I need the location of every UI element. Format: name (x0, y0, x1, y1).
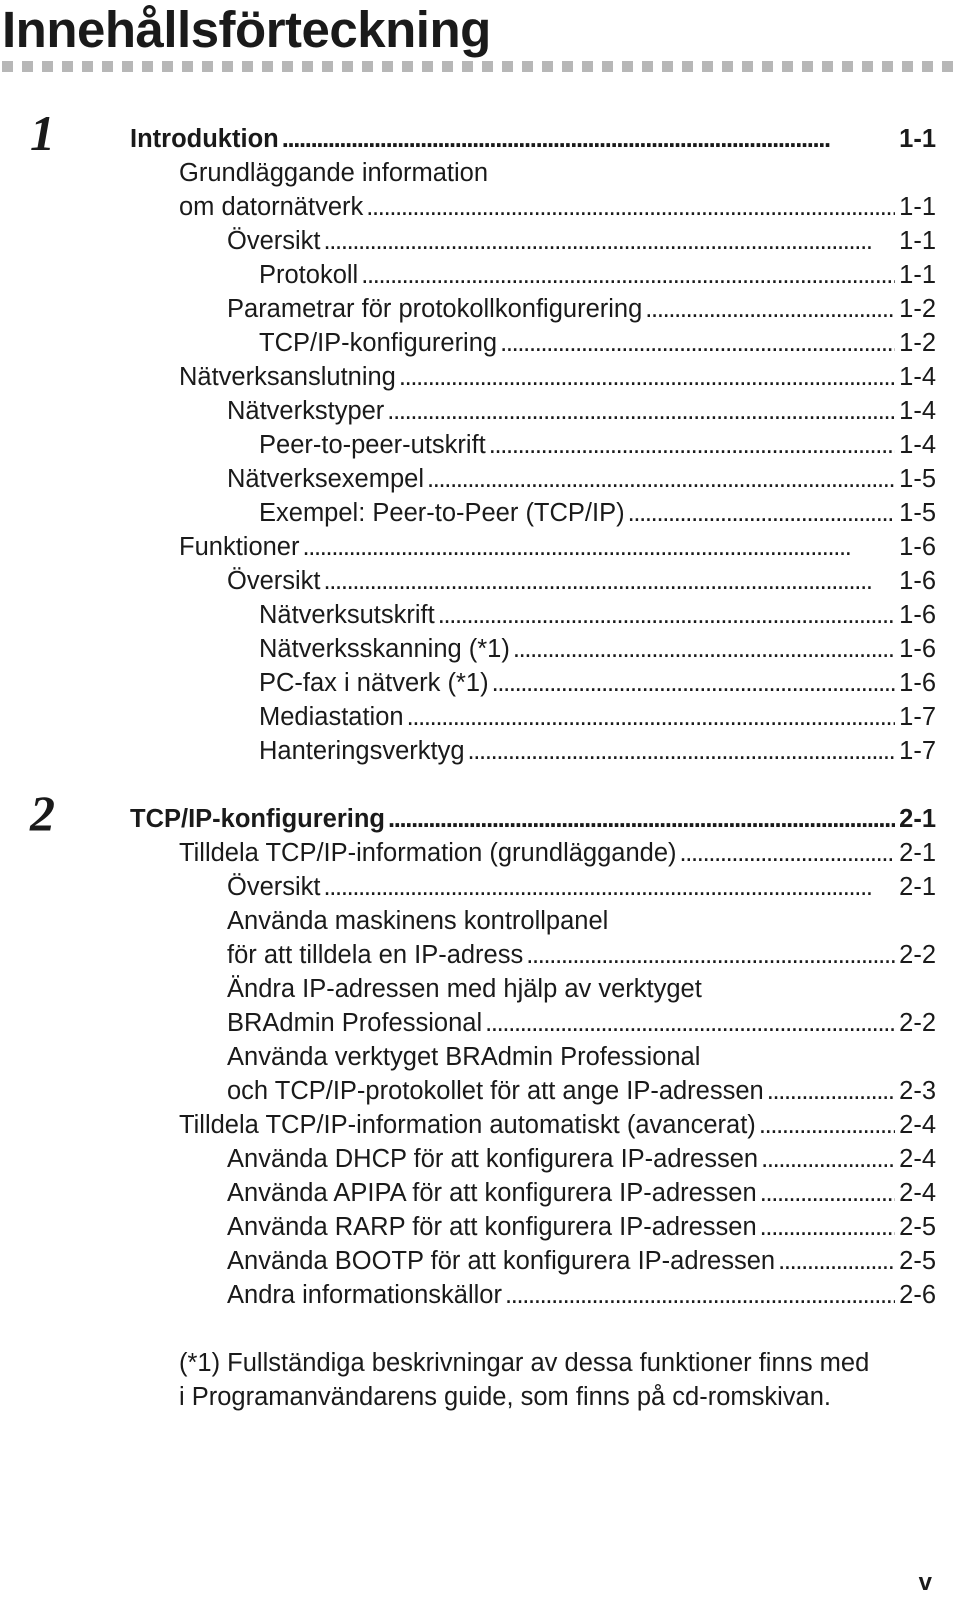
divider-square (582, 61, 593, 72)
toc-page-number: 1-6 (899, 567, 936, 595)
divider-square (802, 61, 813, 72)
toc-page-number: 2-4 (899, 1179, 936, 1207)
toc-page-number: 2-5 (899, 1213, 936, 1241)
dot-leader (492, 666, 896, 700)
toc-entry-text: Hanteringsverktyg (259, 737, 465, 765)
toc-entry[interactable] (179, 360, 936, 394)
toc-page-number: 2-5 (899, 1247, 936, 1275)
toc-page-number: 1-1 (899, 227, 936, 255)
dot-leader (760, 1210, 895, 1244)
dot-leader (427, 462, 895, 496)
dot-leader (645, 292, 895, 326)
toc-page-number: 1-5 (899, 499, 936, 527)
toc-page-number: 1-2 (899, 295, 936, 323)
toc-entry[interactable] (227, 224, 936, 258)
toc-entry[interactable] (227, 292, 936, 326)
toc-entry-text: Peer-to-peer-utskrift (259, 431, 486, 459)
divider-square (42, 61, 53, 72)
dot-leader (407, 700, 896, 734)
toc-entry-text: Exempel: Peer-to-Peer (TCP/IP) (259, 499, 625, 527)
divider-square (642, 61, 653, 72)
dot-leader (468, 734, 896, 768)
toc-entry[interactable] (179, 190, 936, 224)
toc-page-number: 2-3 (899, 1077, 936, 1105)
toc-page-number: 1-6 (899, 533, 936, 561)
toc-page-number: 1-5 (899, 465, 936, 493)
toc-entry[interactable] (259, 734, 936, 768)
chapter-number-1: 1 (30, 105, 55, 161)
divider-square (942, 61, 953, 72)
toc-page-number: 1-6 (899, 669, 936, 697)
toc-page-number: 1-7 (899, 737, 936, 765)
toc-entry[interactable] (227, 564, 936, 598)
toc-page-number: 1-1 (899, 125, 936, 153)
chapter-number-2: 2 (30, 785, 55, 841)
divider-square (242, 61, 253, 72)
dot-leader (760, 1176, 895, 1210)
footnote-line-2: i Programanvändarens guide, som finns på cd-romskivan. (179, 1383, 831, 1411)
toc-page-number: 2-1 (899, 805, 936, 833)
divider-square (762, 61, 773, 72)
dot-leader (778, 1244, 895, 1278)
toc-entry-text: Använda APIPA för att konfigurera IP-adressen (227, 1179, 757, 1207)
divider-square (562, 61, 573, 72)
toc-entry[interactable] (259, 598, 936, 632)
toc-entry-text: Nätverksanslutning (179, 363, 396, 391)
divider-square (902, 61, 913, 72)
toc-entry[interactable] (227, 870, 936, 904)
divider-square (262, 61, 273, 72)
toc-entry-text: Använda maskinens kontrollpanel (227, 907, 609, 935)
dot-leader (388, 802, 895, 836)
toc-entry-text: och TCP/IP-protokollet för att ange IP-adressen (227, 1077, 764, 1105)
toc-entry[interactable] (227, 1142, 936, 1176)
divider-square (602, 61, 613, 72)
dot-leader (438, 598, 895, 632)
divider-square (402, 61, 413, 72)
dot-leader (759, 1108, 895, 1142)
dot-leader (366, 190, 895, 224)
toc-page-number: 1-1 (899, 193, 936, 221)
toc-entry-text: PC-fax i nätverk (*1) (259, 669, 489, 697)
toc-entry-text: Grundläggande information (179, 159, 489, 187)
toc-page-number: 1-4 (899, 363, 936, 391)
divider-square (322, 61, 333, 72)
divider-square (682, 61, 693, 72)
toc-entry[interactable] (227, 1244, 936, 1278)
divider-square (742, 61, 753, 72)
toc-entry-text: Använda BOOTP för att konfigurera IP-adressen (227, 1247, 776, 1275)
toc-entry-text: Funktioner (179, 533, 300, 561)
toc-page-number: 1-2 (899, 329, 936, 357)
divider-square (862, 61, 873, 72)
dot-leader (361, 258, 895, 292)
divider-square (102, 61, 113, 72)
dot-leader (485, 1006, 895, 1040)
toc-page-number: 2-2 (899, 1009, 936, 1037)
toc-entry-text: Använda DHCP för att konfigurera IP-adressen (227, 1145, 759, 1173)
toc-entry-text: Översikt (227, 567, 321, 595)
divider-square (122, 61, 133, 72)
divider-square (182, 61, 193, 72)
divider-square (722, 61, 733, 72)
toc-entry[interactable] (259, 666, 936, 700)
toc-entry-text: TCP/IP-konfigurering (130, 805, 385, 833)
dot-leader (526, 938, 895, 972)
toc-entry[interactable] (259, 700, 936, 734)
toc-entry[interactable] (179, 836, 936, 870)
toc-entry-text: Översikt (227, 873, 321, 901)
toc-entry-text: Använda RARP för att konfigurera IP-adressen (227, 1213, 757, 1241)
toc-entry[interactable] (179, 1108, 936, 1142)
dot-leader (761, 1142, 895, 1176)
toc-entry[interactable] (259, 496, 936, 530)
toc-page-number: 1-7 (899, 703, 936, 731)
toc-entry-text: Protokoll (259, 261, 359, 289)
divider-square (62, 61, 73, 72)
toc-page-number: 1-4 (899, 397, 936, 425)
divider-square (922, 61, 933, 72)
divider-square (442, 61, 453, 72)
dot-leader (324, 870, 896, 904)
toc-entry-text: Översikt (227, 227, 321, 255)
toc-page-number: 1-6 (899, 601, 936, 629)
divider-square (302, 61, 313, 72)
toc-page-number: 2-6 (899, 1281, 936, 1309)
toc-entry[interactable] (227, 1176, 936, 1210)
toc-entry-text: om datornätverk (179, 193, 364, 221)
dot-leader (505, 1278, 895, 1312)
divider-square (482, 61, 493, 72)
toc-entry-text: Nätverkstyper (227, 397, 385, 425)
divider-square (822, 61, 833, 72)
divider-square (662, 61, 673, 72)
divider-square (22, 61, 33, 72)
toc-entry[interactable] (259, 428, 936, 462)
dot-leader (399, 360, 895, 394)
toc-entry-text: Andra informationskällor (227, 1281, 502, 1309)
toc-entry[interactable] (259, 632, 936, 666)
dot-leader (324, 224, 896, 258)
toc-entry[interactable] (227, 1210, 936, 1244)
toc-entry-text: Nätverksskanning (*1) (259, 635, 510, 663)
divider-square (702, 61, 713, 72)
page-number: v (918, 1569, 932, 1596)
toc-entry[interactable] (227, 394, 936, 428)
divider-square (782, 61, 793, 72)
toc-page-number: 1-6 (899, 635, 936, 663)
divider-square (882, 61, 893, 72)
toc-entry-text: Parametrar för protokollkonfigurering (227, 295, 643, 323)
toc-entry-text: Tilldela TCP/IP-information automatiskt (avancerat) (179, 1111, 756, 1139)
toc-entry[interactable] (259, 326, 936, 360)
toc-entry-chapter-2[interactable] (130, 802, 936, 836)
toc-entry-text: Mediastation (259, 703, 404, 731)
divider-square (522, 61, 533, 72)
toc-entry-text: Nätverksexempel (227, 465, 424, 493)
dot-leader (513, 632, 895, 666)
divider-square (502, 61, 513, 72)
toc-entry[interactable] (227, 938, 936, 972)
dot-leader (387, 394, 895, 428)
footnote-line-1: (*1) Fullständiga beskrivningar av dessa funktioner finns med (179, 1349, 870, 1377)
dot-leader (489, 428, 895, 462)
divider-square (202, 61, 213, 72)
toc-page-number: 2-4 (899, 1145, 936, 1173)
toc-entry[interactable] (227, 1006, 936, 1040)
divider-square (82, 61, 93, 72)
toc-entry-text: BRAdmin Professional (227, 1009, 483, 1037)
dot-leader (282, 122, 895, 156)
page-title: Innehållsförteckning (2, 1, 491, 58)
toc-entry[interactable] (179, 530, 936, 564)
toc-entry-text: Använda verktyget BRAdmin Professional (227, 1043, 701, 1071)
toc-entry[interactable] (227, 1278, 936, 1312)
dot-leader (500, 326, 895, 360)
dot-leader (324, 564, 896, 598)
dot-leader (767, 1074, 895, 1108)
dot-leader (628, 496, 896, 530)
toc-entry[interactable] (227, 462, 936, 496)
divider-square (162, 61, 173, 72)
toc-entry-chapter-1[interactable] (130, 122, 936, 156)
divider-square (142, 61, 153, 72)
toc-entry[interactable] (227, 1074, 936, 1108)
toc-page-number: 1-1 (899, 261, 936, 289)
toc-entry-text: Tilldela TCP/IP-information (grundläggande) (179, 839, 677, 867)
divider-square (842, 61, 853, 72)
divider-square (542, 61, 553, 72)
toc-page-number: 2-4 (899, 1111, 936, 1139)
divider-square (222, 61, 233, 72)
dot-leader (302, 530, 895, 564)
toc-page-number: 2-1 (899, 873, 936, 901)
divider-square (282, 61, 293, 72)
dot-leader (680, 836, 896, 870)
divider-square (342, 61, 353, 72)
toc-entry[interactable] (259, 258, 936, 292)
divider-square (622, 61, 633, 72)
toc-entry-text: Nätverksutskrift (259, 601, 435, 629)
toc-page-number: 2-2 (899, 941, 936, 969)
toc-entry-text: Introduktion (130, 125, 279, 153)
title-divider (0, 61, 960, 75)
divider-square (382, 61, 393, 72)
toc-entry-text: TCP/IP-konfigurering (259, 329, 498, 357)
toc-entry-text: Ändra IP-adressen med hjälp av verktyget (227, 975, 702, 1003)
toc-page-number: 1-4 (899, 431, 936, 459)
divider-square (422, 61, 433, 72)
divider-square (362, 61, 373, 72)
divider-square (2, 61, 13, 72)
divider-square (462, 61, 473, 72)
toc-page-number: 2-1 (899, 839, 936, 867)
toc-entry-text: för att tilldela en IP-adress (227, 941, 524, 969)
